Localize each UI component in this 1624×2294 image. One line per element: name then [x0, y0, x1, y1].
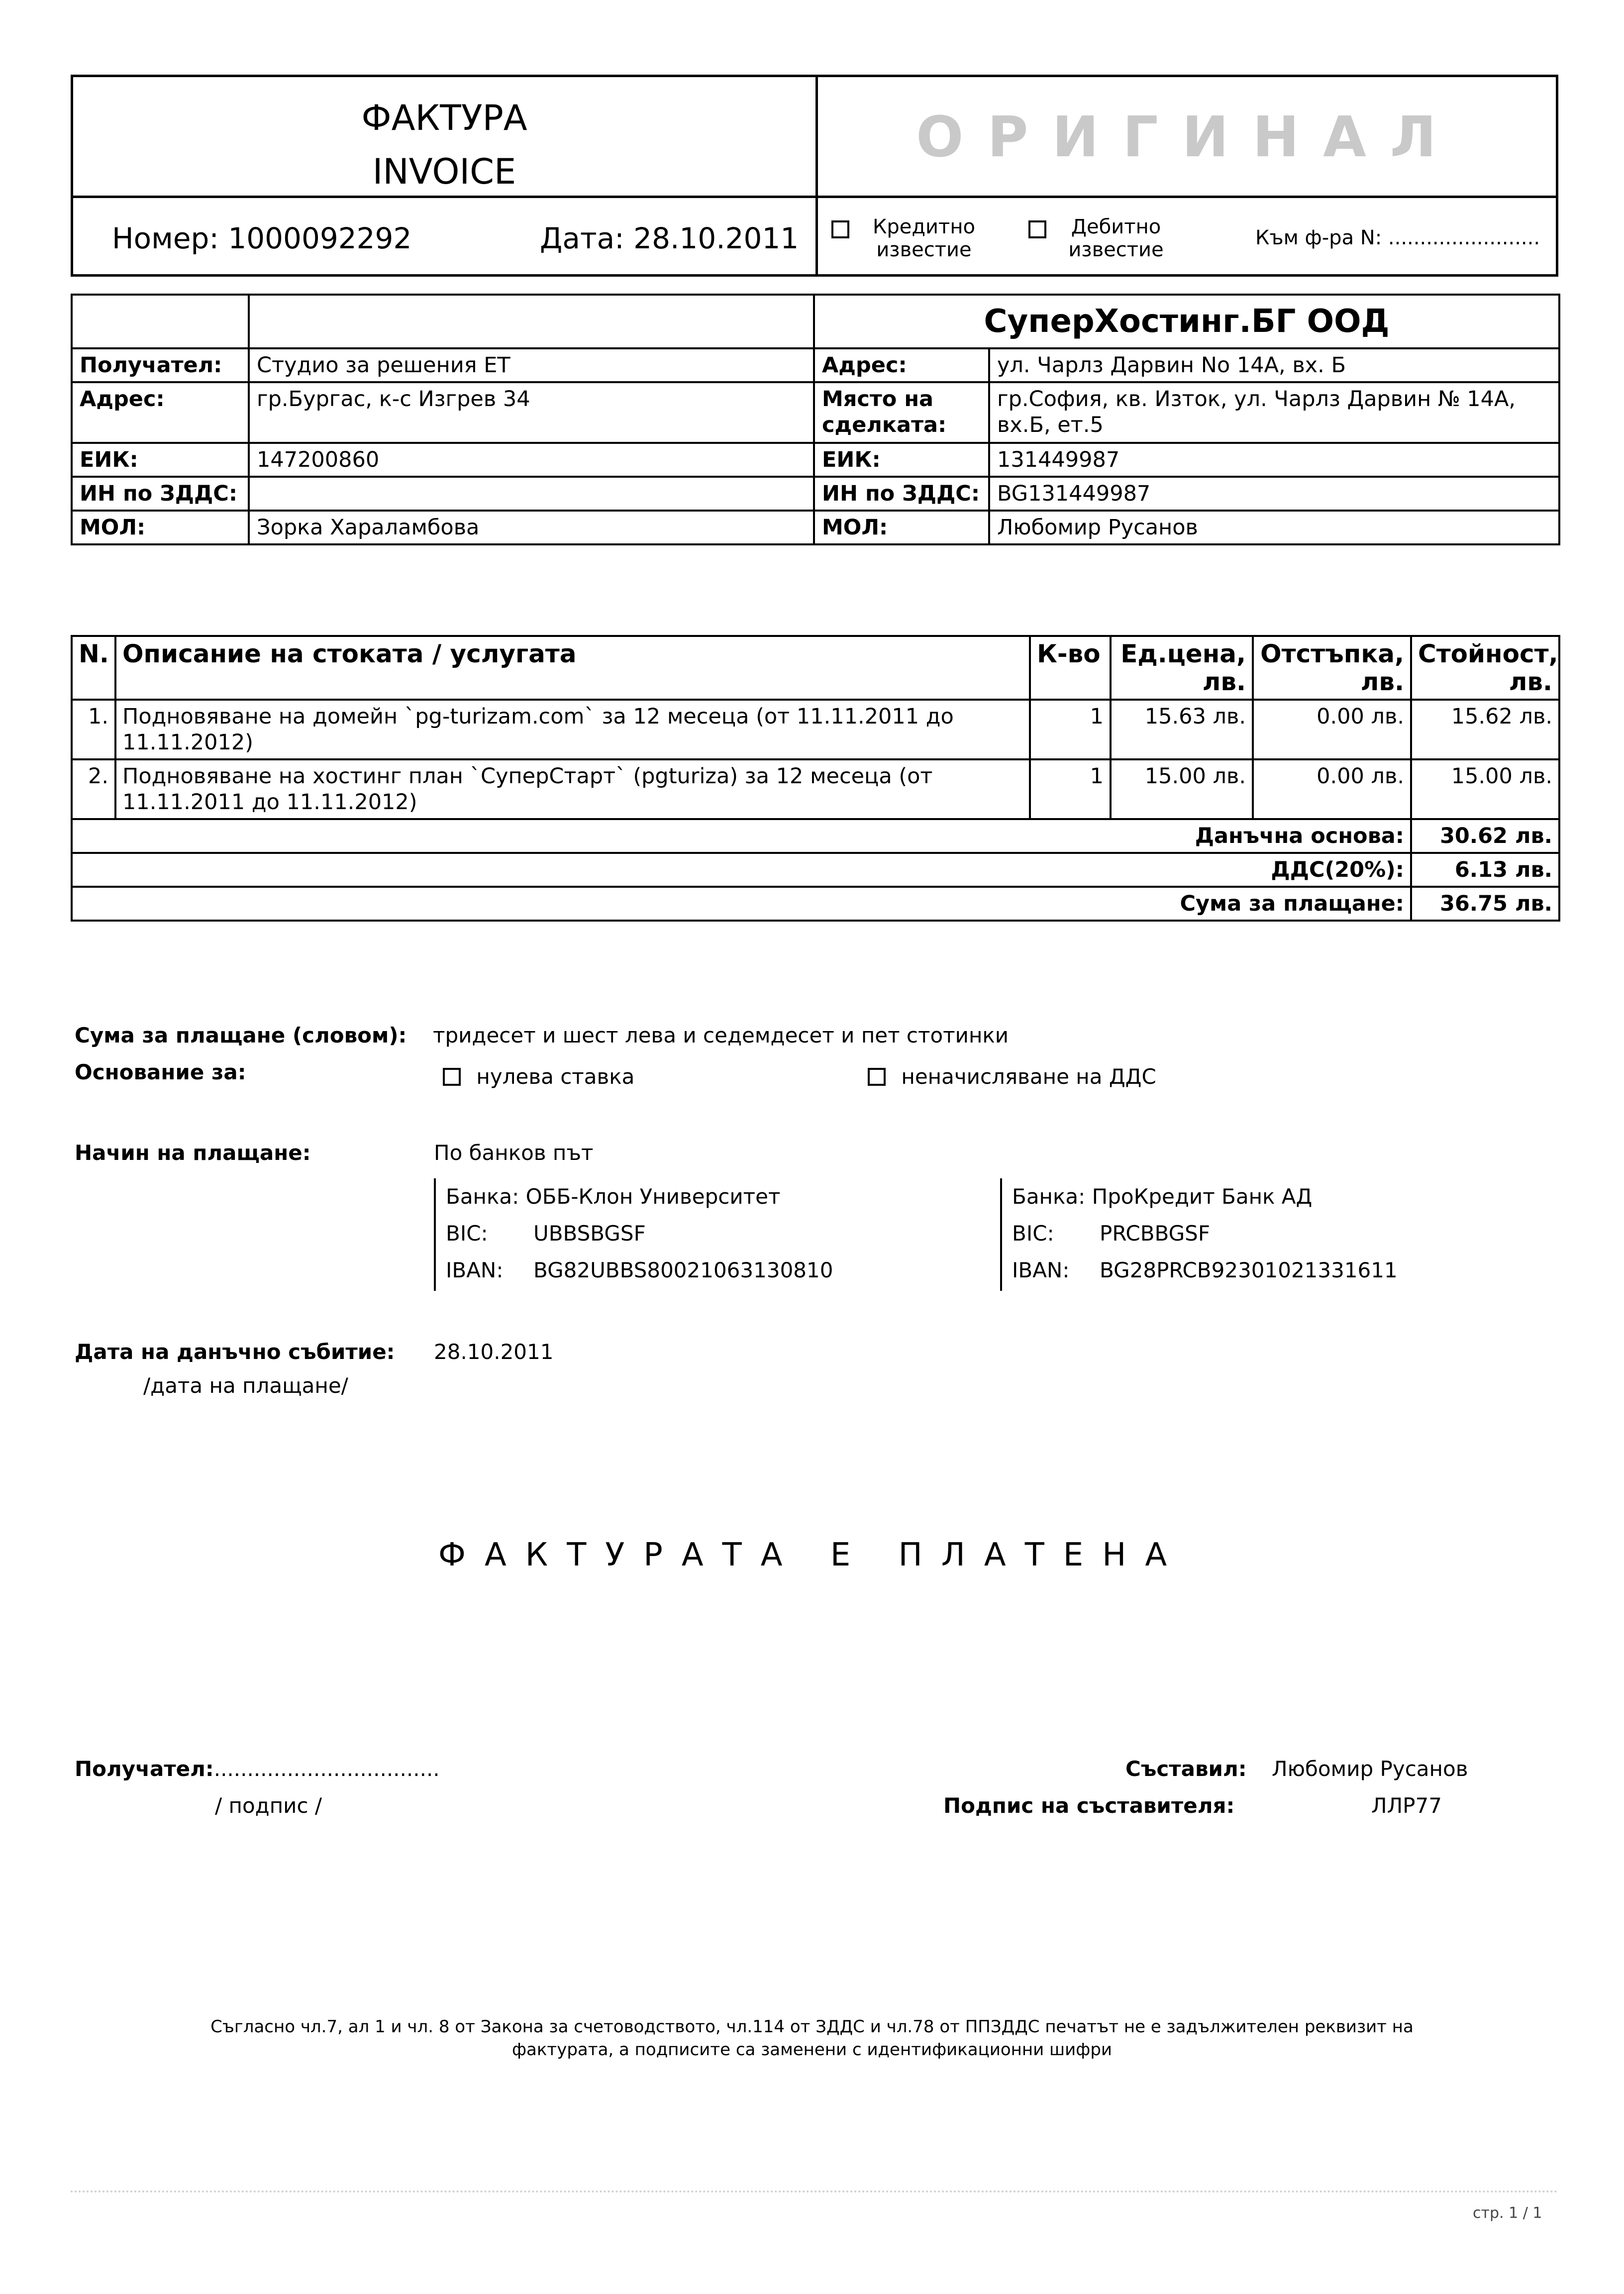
- item-quantity: 1: [1030, 700, 1111, 759]
- table-row: [72, 759, 1559, 819]
- tax-event-value: 28.10.2011: [434, 1340, 554, 1364]
- tax-base-value: 30.62 лв.: [1411, 819, 1559, 853]
- seller-address-label: Адрес:: [814, 348, 989, 382]
- col-header-quantity: К-во: [1030, 636, 1111, 700]
- tax-event-label: Дата на данъчно събитие:: [75, 1340, 395, 1364]
- item-value: 15.62 лв.: [1411, 700, 1559, 759]
- invoice-title-en: INVOICE: [372, 151, 516, 192]
- item-discount: 0.00 лв.: [1253, 759, 1411, 819]
- total-row-amount-due: [72, 887, 1559, 921]
- bank2-label: Банка:: [1012, 1184, 1086, 1209]
- item-value: 15.00 лв.: [1411, 759, 1559, 819]
- col-header-description: Описание на стоката / услугата: [115, 636, 1030, 700]
- parties-row: [72, 348, 1559, 382]
- bank1-iban-label: IBAN:: [446, 1258, 504, 1282]
- parties-row: [72, 477, 1559, 511]
- parties-row: [72, 511, 1559, 544]
- table-row: [72, 700, 1559, 759]
- no-vat-label: неначисляване на ДДС: [901, 1064, 1156, 1089]
- col-header-discount: Отстъпка, лв.: [1253, 636, 1411, 700]
- tax-event-note: /дата на плащане/: [143, 1373, 348, 1398]
- paid-status-stamp: ФАКТУРАТА Е ПЛАТЕНА: [438, 1537, 1186, 1573]
- deal-place-label: Място на сделката:: [814, 382, 989, 443]
- debit-note-checkbox[interactable]: [1028, 220, 1046, 238]
- bank2-bic: PRCBBGSF: [1100, 1221, 1210, 1246]
- invoice-date-value: 28.10.2011: [633, 221, 799, 255]
- col-header-price: Ед.цена, лв.: [1111, 636, 1253, 700]
- item-price: 15.00 лв.: [1111, 759, 1253, 819]
- item-discount: 0.00 лв.: [1253, 700, 1411, 759]
- total-row-tax-base: [72, 819, 1559, 853]
- recipient-mol-label: МОЛ:: [72, 511, 249, 544]
- recipient-signature-line: ..................................: [213, 1757, 440, 1781]
- recipient-address-value: гр.Бургас, к-с Изгрев 34: [249, 382, 814, 443]
- payment-method-value: По банков път: [434, 1141, 594, 1165]
- compiled-by-value: Любомир Русанов: [1272, 1757, 1468, 1781]
- seller-vat-label: ИН по ЗДДС:: [814, 477, 989, 511]
- footer-divider: [71, 2190, 1558, 2192]
- seller-vat-value: BG131449987: [989, 477, 1559, 511]
- debit-note-label-1: Дебитно: [1071, 215, 1161, 238]
- bank1-bic-label: BIC:: [446, 1221, 488, 1246]
- tax-base-label: Данъчна основа:: [72, 819, 1411, 853]
- compiled-by-label: Съставил:: [1125, 1757, 1247, 1781]
- amount-words-value: тридесет и шест лева и седемдесет и пет стотинки: [433, 1023, 1009, 1047]
- legal-note: [0, 2015, 1624, 2061]
- recipient-label: Получател:: [72, 348, 249, 382]
- col-header-number: N.: [72, 636, 115, 700]
- deal-place-value: гр.София, кв. Изток, ул. Чарлз Дарвин № 14А, вх.Б, ет.5: [989, 382, 1559, 443]
- items-header-row: [72, 636, 1559, 700]
- item-description: Подновяване на хостинг план `СуперСтарт` (pgturiza) за 12 месеца (от 11.11.2011 до 11.11.2012): [115, 759, 1030, 819]
- parties-row: [72, 443, 1559, 477]
- seller-address-value: ул. Чарлз Дарвин No 14А, вх. Б: [989, 348, 1559, 382]
- credit-note-checkbox[interactable]: [831, 220, 849, 238]
- no-vat-checkbox[interactable]: [868, 1068, 886, 1086]
- parties-table: [71, 294, 1560, 545]
- invoice-date: [540, 221, 799, 255]
- item-number: 2.: [72, 759, 115, 819]
- amount-due-value: 36.75 лв.: [1411, 887, 1559, 921]
- recipient-address-label: Адрес:: [72, 382, 249, 443]
- bank2-iban-label: IBAN:: [1012, 1258, 1070, 1282]
- invoice-header: [71, 75, 1558, 277]
- basis-label: Основание за:: [75, 1060, 246, 1084]
- seller-mol-label: МОЛ:: [814, 511, 989, 544]
- bank1-bic: UBBSBGSF: [533, 1221, 646, 1246]
- credit-note-option[interactable]: [831, 215, 975, 261]
- debit-note-label-2: известие: [1068, 238, 1164, 261]
- invoice-number-value: 1000092292: [228, 221, 412, 255]
- total-row-vat: [72, 853, 1559, 887]
- invoice-number-label: Номер:: [112, 221, 219, 255]
- item-description: Подновяване на домейн `pg-turizam.com` за 12 месеца (от 11.11.2011 до 11.11.2012): [115, 700, 1030, 759]
- invoice-title-bg: ФАКТУРА: [361, 98, 527, 138]
- amount-words-label: Сума за плащане (словом):: [75, 1023, 407, 1047]
- item-quantity: 1: [1030, 759, 1111, 819]
- bank1-name: ОББ-Клон Университет: [525, 1184, 781, 1209]
- invoice-title: [73, 91, 815, 199]
- recipient-vat-value: [249, 477, 814, 511]
- zero-rate-label: нулева ставка: [476, 1064, 635, 1089]
- bank2-bic-label: BIC:: [1012, 1221, 1054, 1246]
- item-price: 15.63 лв.: [1111, 700, 1253, 759]
- seller-eik-label: ЕИК:: [814, 443, 989, 477]
- parties-header-row: [72, 295, 1559, 348]
- items-table: [71, 635, 1560, 922]
- item-number: 1.: [72, 700, 115, 759]
- recipient-vat-label: ИН по ЗДДС:: [72, 477, 249, 511]
- col-header-value: Стойност, лв.: [1411, 636, 1559, 700]
- debit-note-option[interactable]: [1028, 215, 1164, 261]
- seller-mol-value: Любомир Русанов: [989, 511, 1559, 544]
- recipient-value: Студио за решения ЕТ: [249, 348, 814, 382]
- vat-label: ДДС(20%):: [72, 853, 1411, 887]
- related-invoice-field: Към ф-ра N: ........................: [1255, 226, 1540, 249]
- recipient-mol-value: Зорка Хараламбова: [249, 511, 814, 544]
- recipient-signature-label: Получател:: [75, 1757, 214, 1781]
- basis-zero-rate-option[interactable]: [443, 1063, 634, 1089]
- payment-method-label: Начин на плащане:: [75, 1141, 311, 1165]
- recipient-signature-note: / подпис /: [215, 1793, 322, 1818]
- invoice-number: [112, 221, 411, 255]
- bank-account-1: [434, 1178, 833, 1291]
- page-number: стр. 1 / 1: [1473, 2204, 1542, 2222]
- compiler-signature-code: ЛЛР77: [1371, 1793, 1442, 1818]
- legal-note-line-1: Съгласно чл.7, ал 1 и чл. 8 от Закона за счетоводството, чл.114 от ЗДДС и чл.78 от ППЗДДС печатът не е задължителен реквизит на: [210, 2017, 1414, 2037]
- basis-no-vat-option[interactable]: [868, 1063, 1156, 1089]
- amount-due-label: Сума за плащане:: [72, 887, 1411, 921]
- credit-note-label-1: Кредитно: [873, 215, 975, 238]
- parties-row: [72, 382, 1559, 443]
- recipient-eik-value: 147200860: [249, 443, 814, 477]
- bank2-name: ПроКредит Банк АД: [1092, 1184, 1313, 1209]
- invoice-date-label: Дата:: [540, 221, 624, 255]
- vat-value: 6.13 лв.: [1411, 853, 1559, 887]
- compiler-signature-label: Подпис на съставителя:: [943, 1793, 1235, 1818]
- recipient-signature: [75, 1757, 440, 1781]
- credit-note-label-2: известие: [876, 238, 972, 261]
- legal-note-line-2: фактурата, а подписите са заменени с идентификационни шифри: [511, 2040, 1113, 2060]
- recipient-eik-label: ЕИК:: [72, 443, 249, 477]
- bank2-iban: BG28PRCB92301021331611: [1100, 1258, 1398, 1282]
- bank1-iban: BG82UBBS80021063130810: [533, 1258, 833, 1282]
- seller-eik-value: 131449987: [989, 443, 1559, 477]
- original-watermark: ОРИГИНАЛ: [916, 105, 1460, 170]
- seller-name: СуперХостинг.БГ ООД: [814, 295, 1559, 348]
- bank1-label: Банка:: [446, 1184, 519, 1209]
- zero-rate-checkbox[interactable]: [443, 1068, 461, 1086]
- bank-account-2: [1000, 1178, 1398, 1291]
